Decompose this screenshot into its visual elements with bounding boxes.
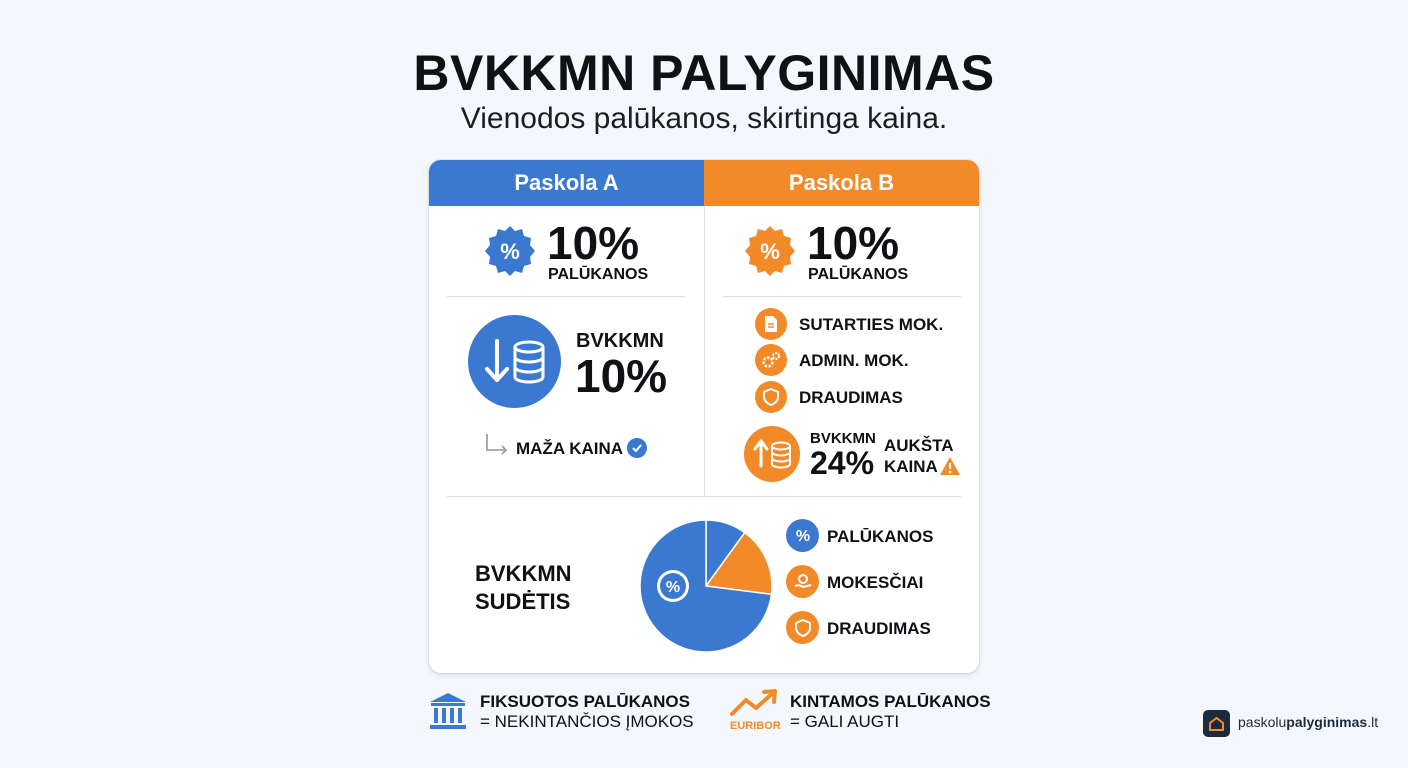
composition-title — [475, 560, 572, 616]
divider — [447, 496, 961, 497]
percent-badge-icon — [743, 224, 797, 278]
legend-interest: PALŪKANOS — [827, 527, 934, 546]
loan-a-rate: 10% — [547, 217, 640, 269]
fixed-rate-title: FIKSUOTOS PALŪKANOS — [480, 692, 690, 711]
document-icon — [755, 308, 787, 340]
divider — [447, 296, 685, 297]
loan-a-bvkkmn-label: BVKKMN — [576, 330, 664, 352]
percent-badge-icon — [483, 224, 537, 278]
fee-insurance: DRAUDIMAS — [799, 388, 903, 407]
loan-a-header: Paskola A — [429, 160, 704, 206]
variable-rate-subtitle: = GALI AUGTI — [790, 712, 900, 731]
svg-text:%: % — [795, 527, 810, 545]
composition-title-line1: BVKKMN — [475, 561, 572, 586]
composition-title-line2: SUDĖTIS — [475, 589, 571, 614]
percent-icon — [786, 519, 819, 552]
comparison-card — [429, 160, 979, 673]
down-arrow-coins-icon — [468, 315, 561, 408]
page-subtitle: Vienodos palūkanos, skirtinga kaina. — [460, 102, 948, 135]
brand-suffix: .lt — [1367, 714, 1379, 730]
composition-pie-chart — [639, 519, 773, 653]
svg-text:%: % — [500, 239, 520, 264]
euribor-badge: EURIBOR — [730, 720, 781, 732]
check-icon — [627, 438, 647, 458]
loan-a-bvkkmn-value: 10% — [575, 350, 668, 402]
gears-icon — [755, 344, 787, 376]
loan-b-bvkkmn-value: 24% — [810, 445, 875, 481]
loan-b-header: Paskola B — [704, 160, 979, 206]
variable-rate-title: KINTAMOS PALŪKANOS — [790, 692, 991, 711]
fee-contract: SUTARTIES MOK. — [799, 315, 944, 334]
svg-text:%: % — [760, 239, 780, 264]
return-arrow-icon — [484, 432, 510, 456]
loan-a-verdict: MAŽA KAINA — [516, 439, 624, 458]
bank-icon — [427, 690, 469, 732]
brand-prefix: paskolu — [1238, 714, 1287, 730]
divider — [723, 296, 961, 297]
fixed-rate-subtitle: = NEKINTANČIOS ĮMOKOS — [480, 712, 694, 731]
shield-icon — [786, 611, 819, 644]
fee-admin: ADMIN. MOK. — [799, 351, 909, 370]
column-divider — [704, 206, 705, 496]
legend-insurance: DRAUDIMAS — [827, 619, 931, 638]
brand-bold: palyginimas — [1286, 714, 1368, 730]
loan-b-bvkkmn-label: BVKKMN — [810, 430, 876, 447]
loan-b-rate-label: PALŪKANOS — [808, 266, 909, 283]
pie-percent-badge-icon — [657, 570, 689, 602]
legend-fees: MOKESČIAI — [827, 573, 924, 592]
svg-text:%: % — [665, 579, 681, 596]
shield-icon — [755, 381, 787, 413]
up-arrow-coins-icon — [744, 426, 800, 482]
trend-up-icon — [730, 688, 780, 718]
coin-hand-icon — [786, 565, 819, 598]
loan-b-rate: 10% — [807, 217, 900, 269]
loan-a-rate-label: PALŪKANOS — [548, 266, 649, 283]
brand-name[interactable] — [1238, 714, 1378, 730]
page-title: BVKKMN PALYGINIMAS — [413, 45, 995, 101]
loan-b-verdict-line1: AUKŠTA — [884, 436, 954, 455]
brand-logo-icon — [1203, 710, 1230, 737]
warning-icon — [939, 456, 961, 476]
loan-b-verdict-line2: KAINA — [884, 457, 938, 476]
